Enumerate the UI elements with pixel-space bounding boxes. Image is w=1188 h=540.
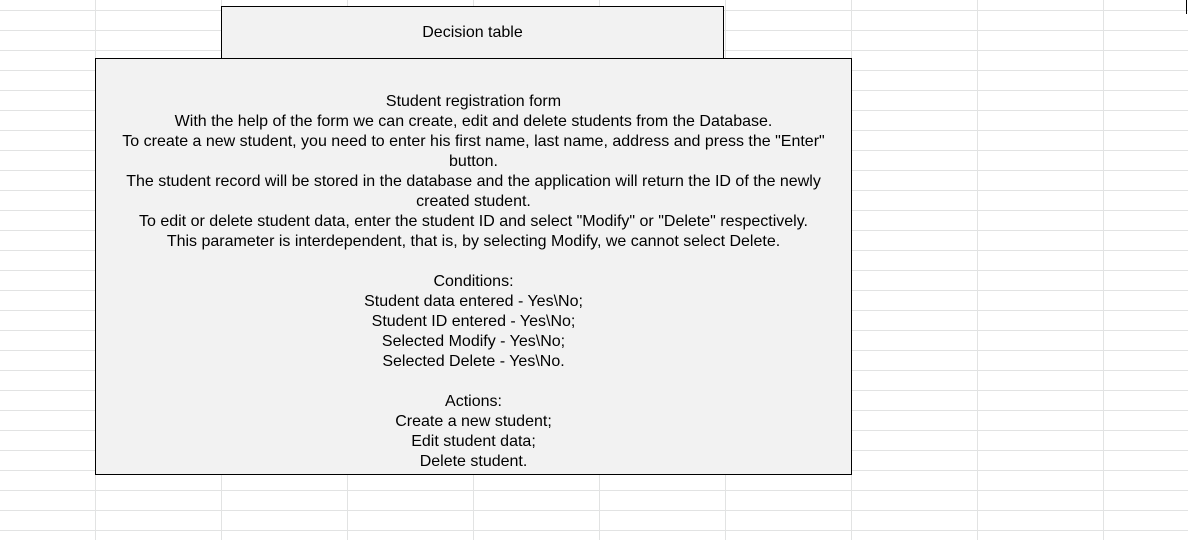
actions-heading: Actions: <box>445 393 502 410</box>
condition-item: Selected Modify - Yes\No; <box>381 333 566 350</box>
condition-item: Selected Delete - Yes\No. <box>382 353 565 370</box>
description-paragraph: To create a new student, you need to enter his first name, last name, address and press the "Enter" button. <box>122 133 825 170</box>
description-paragraph: To edit or delete student data, enter the student ID and select "Modify" or "Delete" respectively. <box>138 213 808 230</box>
action-item: Create a new student; <box>395 413 552 430</box>
decision-table-title: Decision table <box>422 23 523 41</box>
title-text-box[interactable] <box>221 6 724 58</box>
blank-line <box>104 252 843 272</box>
condition-item: Student ID entered - Yes\No; <box>371 313 576 330</box>
description-paragraph: This parameter is interdependent, that is, by selecting Modify, we cannot select Delete. <box>166 233 781 250</box>
scrollbar-indicator <box>1186 0 1187 14</box>
description-text-box[interactable] <box>95 58 852 475</box>
description-paragraph: With the help of the form we can create, edit and delete students from the Database. <box>174 113 773 130</box>
blank-line <box>104 372 843 392</box>
form-heading: Student registration form <box>385 93 562 110</box>
action-item: Delete student. <box>419 453 528 470</box>
description-paragraph: The student record will be stored in the database and the application will return the ID of the newly created student. <box>126 173 821 210</box>
condition-item: Student data entered - Yes\No; <box>364 293 583 310</box>
action-item: Edit student data; <box>411 433 536 450</box>
conditions-heading: Conditions: <box>433 273 514 290</box>
